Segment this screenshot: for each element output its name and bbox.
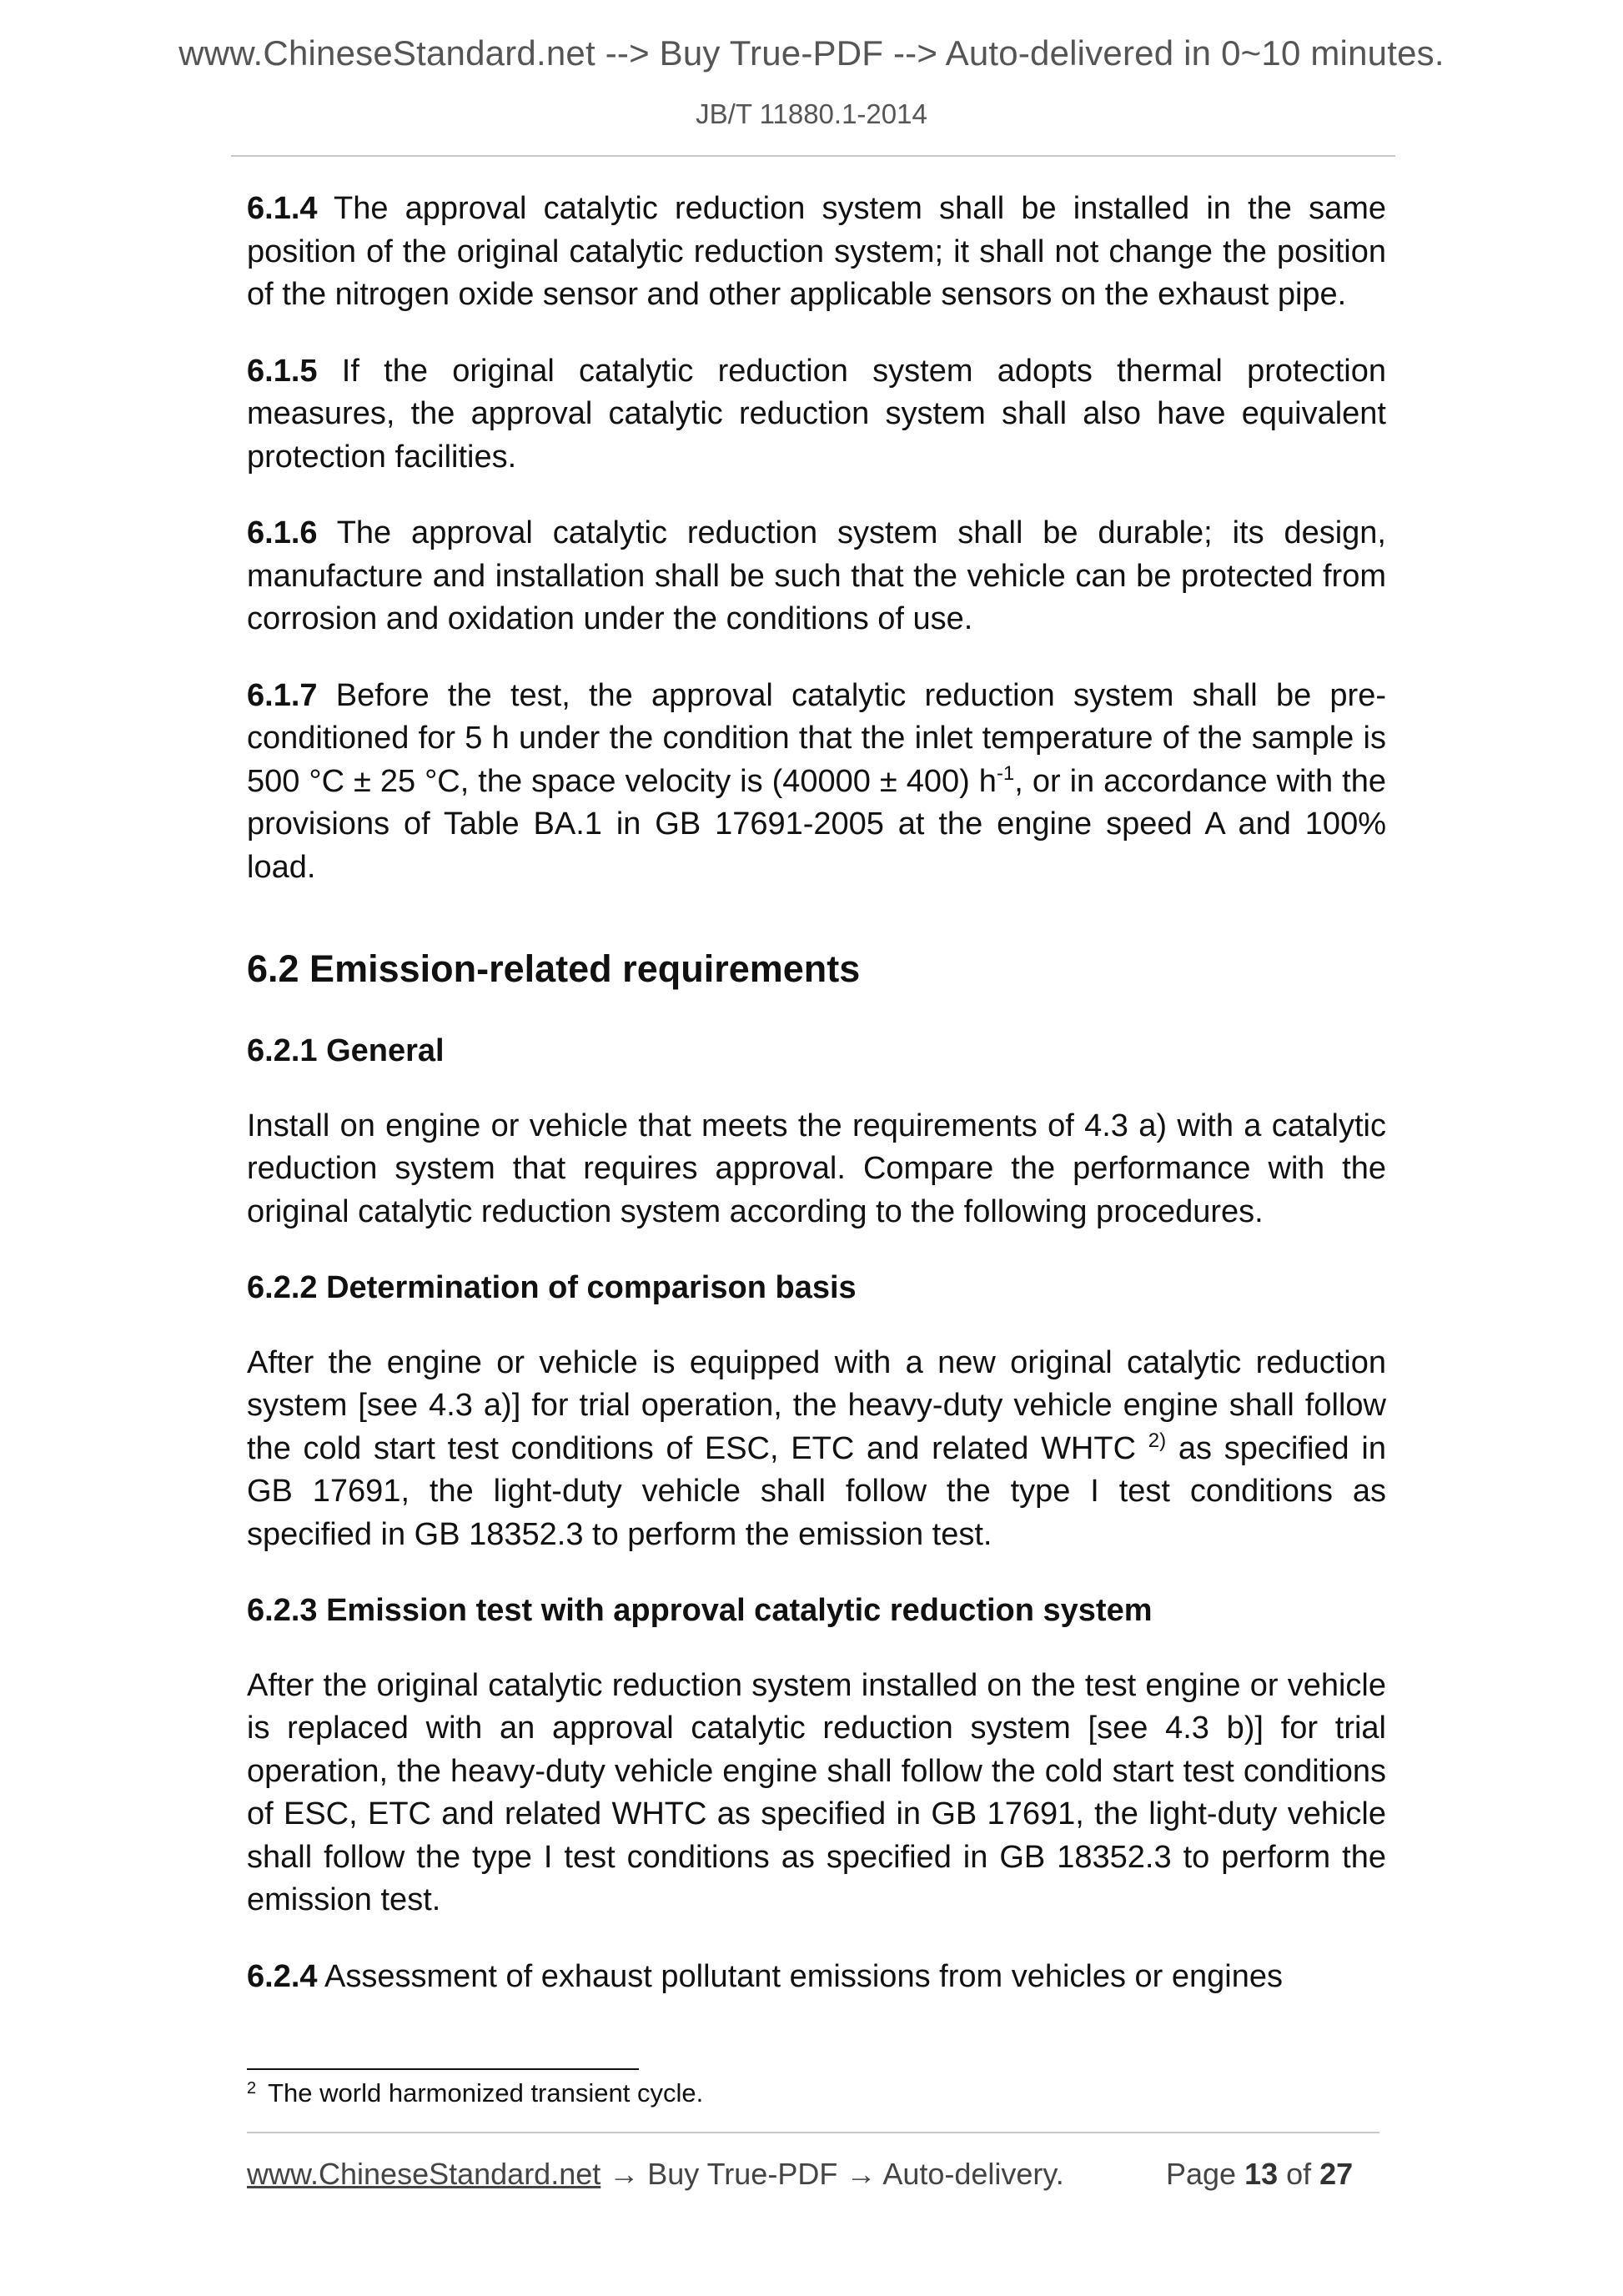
footer-tagline: → Buy True-PDF → Auto-delivery. <box>600 2157 1064 2191</box>
clause-text: The approval catalytic reduction system shall be installed in the same position of the original catalytic reduction system; it shall not change the position of the nitrogen oxide sensor and other applicable sensors on the exhaust pipe. <box>247 191 1386 312</box>
footnote <box>247 2078 703 2108</box>
clause-number: 6.1.6 <box>247 515 318 550</box>
subsection-heading-6-2-2: 6.2.2 Determination of comparison basis <box>247 1270 857 1305</box>
footnote-text: The world harmonized transient cycle. <box>268 2078 704 2108</box>
page-indicator <box>1166 2157 1353 2192</box>
paragraph-6-2-3: After the original catalytic reduction system installed on the test engine or vehicle is replaced with an approval catalytic reduction system [see 4.3 b)] for trial operation, the heavy-duty vehicle engine shall follow the cold start test conditions of ESC, ETC and related WHTC as specified in GB 17691, the light-duty vehicle shall follow the type I test conditions as specified in GB 18352.3 to perform the emission test. <box>247 1667 1386 1917</box>
document-body <box>247 188 1386 2032</box>
clause-6-2-4 <box>247 1956 1386 1999</box>
section-heading-6-2: 6.2 Emission-related requirements <box>247 947 861 990</box>
paragraph-text: After the engine or vehicle is equipped with a new original catalytic reduction system [see 4.3 a)] for trial operation, the heavy-duty vehicle engine shall follow the cold start test conditions of ESC, ETC and related WHTC <box>247 1344 1386 1466</box>
clause-number: 6.1.7 <box>247 677 318 713</box>
clause-6-1-5 <box>247 350 1386 480</box>
page-label: Page <box>1166 2157 1245 2191</box>
clause-number: 6.1.4 <box>247 191 318 226</box>
paragraph-6-2-2 <box>247 1342 1386 1557</box>
of-label: of <box>1278 2157 1320 2191</box>
clause-text: Assessment of exhaust pollutant emissions from vehicles or engines <box>317 1958 1283 1994</box>
clause-number: 6.1.5 <box>247 353 318 389</box>
paragraph-text: as specified in GB 17691, the light-duty vehicle shall follow the type I test conditions as specified in GB 18352.3 to perform the emission test. <box>247 1430 1386 1552</box>
watermark-banner: www.ChineseStandard.net --> Buy True-PDF --> Auto-delivered in 0~10 minutes. <box>178 33 1445 73</box>
clause-text: Before the test, the approval catalytic reduction system shall be pre-conditioned for 5 h under the condition that the inlet temperature of the sample is 500 °C ± 25 °C, the space velocity is (40000 ± 400) h <box>247 677 1386 799</box>
clause-text: The approval catalytic reduction system shall be durable; its design, manufacture and installation shall be such that the vehicle can be protected from corrosion and oxidation under the conditions of use. <box>247 515 1386 636</box>
footer-divider <box>247 2132 1379 2133</box>
document-id: JB/T 11880.1-2014 <box>696 98 927 129</box>
superscript: -1 <box>996 761 1015 785</box>
clause-text: If the original catalytic reduction system adopts thermal protection measures, the approval catalytic reduction system shall also have equivalent protection facilities. <box>247 353 1386 475</box>
subsection-heading-6-2-3: 6.2.3 Emission test with approval catalytic reduction system <box>247 1593 1153 1628</box>
footnote-mark: 2 <box>247 2079 257 2098</box>
clause-text: , or in accordance with the provisions of Table BA.1 in GB 17691-2005 at the engine speed A and 100% load. <box>247 763 1386 885</box>
clause-6-1-6 <box>247 512 1386 641</box>
page-number: 13 <box>1244 2157 1279 2191</box>
page-total: 27 <box>1319 2157 1354 2191</box>
paragraph-6-2-1: Install on engine or vehicle that meets the requirements of 4.3 a) with a catalytic reduction system that requires approval. Compare the performance with the original catalytic reduction system according to the following procedures. <box>247 1108 1386 1229</box>
clause-6-1-4 <box>247 188 1386 317</box>
clause-6-1-7 <box>247 675 1386 890</box>
footnote-reference: 2) <box>1148 1429 1167 1452</box>
footer-link[interactable]: www.ChineseStandard.net <box>247 2157 601 2191</box>
header-divider <box>231 155 1395 157</box>
subsection-heading-6-2-1: 6.2.1 General <box>247 1033 445 1068</box>
footer-promo <box>247 2157 1064 2192</box>
footnote-separator <box>247 2068 639 2070</box>
clause-number: 6.2.4 <box>247 1958 318 1994</box>
